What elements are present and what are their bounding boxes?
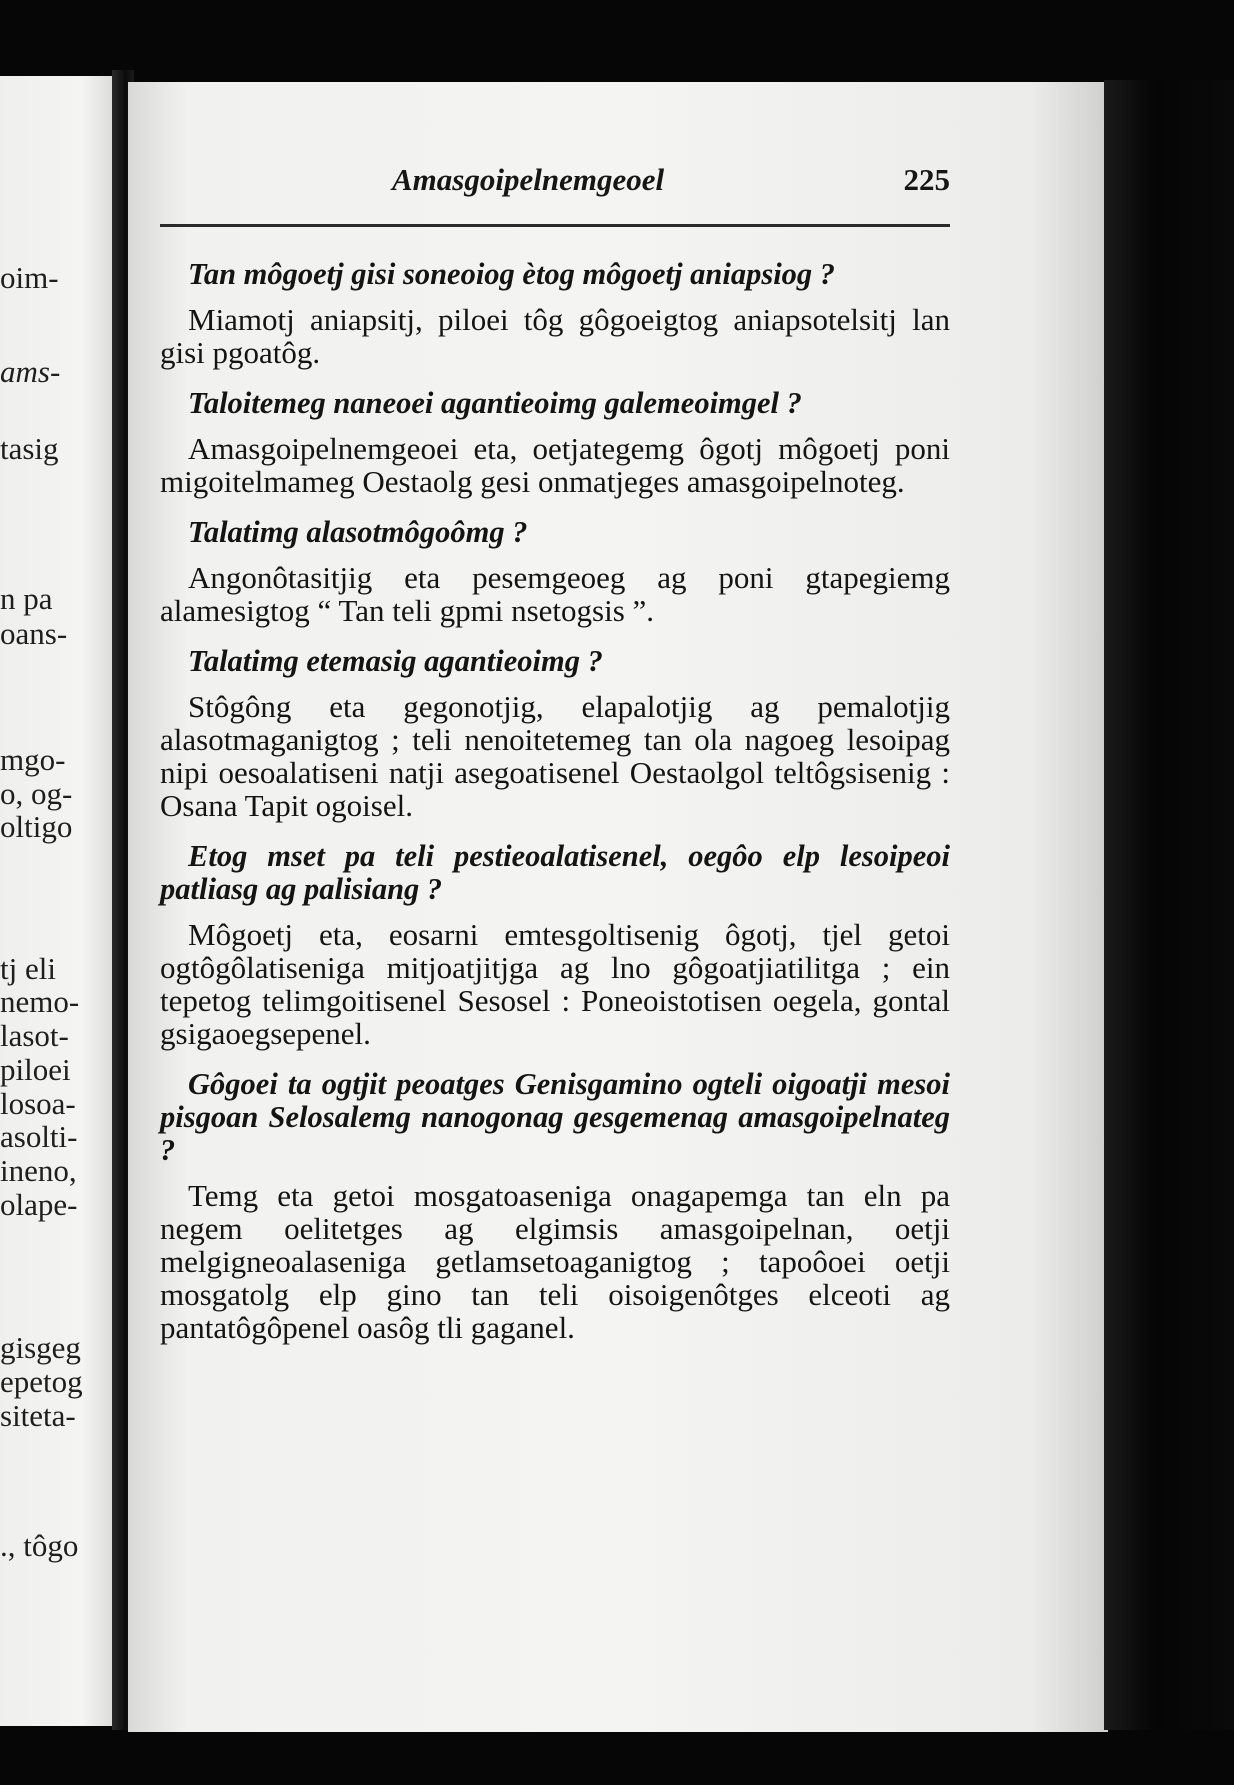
facing-page-fragment: piloei: [0, 1052, 71, 1087]
running-title: Amasgoipelnemgeoel: [392, 162, 665, 197]
question: Talatimg etemasig agantieoimg ?: [188, 644, 603, 678]
facing-page-fragment: tj eli: [0, 951, 56, 986]
facing-page-fragment: losoa-: [0, 1086, 76, 1121]
facing-page-fragment: mgo-: [0, 742, 66, 777]
answer: Temg eta getoi mosgatoaseniga onagapemga tan eln pa negem oelitetges ag elgimsis amasgoipelnan, oetji melgigneoalaseniga getlamsetoaganigtog ; tapoôoei oetji mosgatolg elp gino tan teli oisoigenôtges elceoti ag pantatôgôpenel oasôg tli gaganel.: [160, 1178, 950, 1345]
question: Talatimg alasotmôgoômg ?: [188, 515, 528, 549]
facing-page-fragment: asolti-: [0, 1119, 78, 1154]
question: Tan môgoetj gisi soneoiog ètog môgoetj aniapsiog ?: [188, 257, 836, 291]
facing-page-fragment: oltigo: [0, 809, 73, 844]
facing-page-fragment: tasig: [0, 431, 59, 466]
facing-page-fragment: oans-: [0, 616, 68, 651]
facing-page-fragment: o, og-: [0, 776, 73, 811]
facing-page-fragment: ams-: [0, 354, 61, 389]
page-number: 225: [903, 162, 950, 197]
facing-page-fragment: nemo-: [0, 984, 80, 1019]
facing-page-fragment: siteta-: [0, 1398, 76, 1433]
facing-page-left: [0, 76, 118, 1726]
answer: Môgoetj eta, eosarni emtesgoltisenig ôgotj, tjel getoi ogtôgôlatiseniga mitjoatjitjga ag lno gôgoatjiatilitga ; ein tepetog telimgoitisenel Sesosel : Poneoistotisen oegela, gontal gsigaoegsepenel.: [160, 917, 950, 1051]
header-rule: [160, 224, 950, 227]
answer: Stôgông eta gegonotjig, elapalotjig ag pemalotjig alasotmaganigtog ; teli nenoitetemeg tan ola nagoeg lesoipag nipi oesoalatiseni natji asegoatisenel Oestaolgol teltôgsisenig : Osana Tapit ogoisel.: [160, 689, 950, 823]
question: Gôgoei ta ogtjit peoatges Genisgamino ogteli oigoatji mesoi pisgoan Selosalemg nanogonag gesgemenag amasgoipelnateg ?: [160, 1067, 950, 1167]
facing-page-fragment: ineno,: [0, 1153, 77, 1188]
answer: Miamotj aniapsitj, piloei tôg gôgoeigtog aniapsotelsitj lan gisi pgoatôg.: [160, 302, 950, 370]
question: Taloitemeg naneoei agantieoimg galemeoimgel ?: [188, 386, 802, 420]
running-header: [150, 162, 950, 204]
facing-page-fragment: epetog: [0, 1364, 83, 1399]
facing-page-fragment: oim-: [0, 260, 59, 295]
facing-page-fragment: ., tôgo: [0, 1528, 79, 1563]
answer: Amasgoipelnemgeoei eta, oetjategemg ôgotj môgoetj poni migoitelmameg Oestaolg gesi onmatjeges amasgoipelnoteg.: [160, 431, 950, 499]
facing-page-fragment: olape-: [0, 1187, 78, 1222]
question: Etog mset pa teli pestieoalatisenel, oegôo elp lesoipeoi patliasg ag palisiang ?: [160, 839, 950, 906]
answer: Angonôtasitjig eta pesemgeoeg ag poni gtapegiemg alamesigtog “ Tan teli gpmi nsetogsis ”.: [160, 560, 950, 628]
facing-page-fragment: gisgeg: [0, 1330, 81, 1365]
book-edge-right: [1104, 80, 1234, 1730]
facing-page-fragment: n pa: [0, 581, 53, 616]
facing-page-fragment: lasot-: [0, 1018, 69, 1053]
catechism-text: [160, 258, 950, 1362]
